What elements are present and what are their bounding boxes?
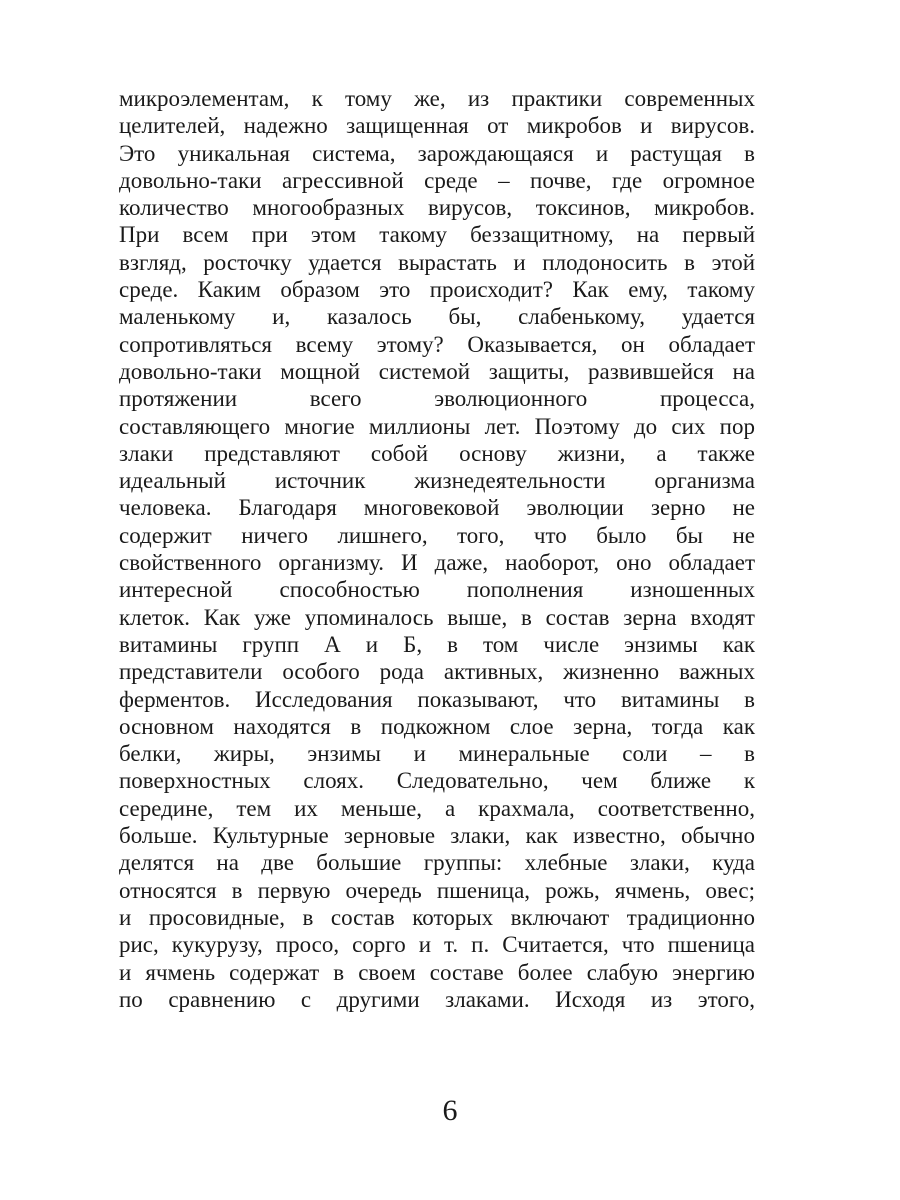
text-line: довольно-таки агрессивной среде – почве, где огромное	[119, 167, 755, 193]
body-text	[119, 85, 755, 1013]
text-line: среде. Каким образом это происходит? Как ему, такому	[119, 277, 755, 303]
text-line: целителей, надежно защищенная от микробов и вирусов.	[119, 113, 755, 139]
text-line: делятся на две большие группы: хлебные злаки, куда	[119, 850, 755, 876]
text-line: по сравнению с другими злаками. Исходя из этого,	[119, 986, 755, 1012]
text-line: свойственного организму. И даже, наоборот, оно обладает	[119, 550, 755, 576]
text-line: человека. Благодаря многовековой эволюции зерно не	[119, 495, 755, 521]
text-line: маленькому и, казалось бы, слабенькому, удается	[119, 304, 755, 330]
text-line: ферментов. Исследования показывают, что витамины в	[119, 686, 755, 712]
text-line: идеальный источник жизнедеятельности организма	[119, 468, 755, 494]
text-line: интересной способностью пополнения изношенных	[119, 577, 755, 603]
text-line: представители особого рода активных, жизненно важных	[119, 659, 755, 685]
text-line: микроэлементам, к тому же, из практики современных	[119, 86, 755, 111]
text-line: белки, жиры, энзимы и минеральные соли – в	[119, 741, 755, 767]
text-line: злаки представляют собой основу жизни, а также	[119, 440, 755, 466]
text-line: довольно-таки мощной системой защиты, развившейся на	[119, 358, 755, 384]
page-number: 6	[442, 1094, 458, 1127]
text-line: и ячмень содержат в своем составе более слабую энергию	[119, 959, 755, 985]
text-line: взгляд, росточку удается вырастать и плодоносить в этой	[119, 249, 755, 275]
text-line: середине, тем их меньше, а крахмала, соответственно,	[119, 795, 755, 821]
text-line: поверхностных слоях. Следовательно, чем ближе к	[119, 768, 755, 794]
text-line: Это уникальная система, зарождающаяся и растущая в	[119, 140, 755, 166]
text-line: основном находятся в подкожном слое зерна, тогда как	[119, 713, 755, 739]
text-line: протяжении всего эволюционного процесса,	[119, 386, 755, 412]
text-line: витамины групп А и Б, в том числе энзимы как	[119, 631, 755, 657]
text-line: составляющего многие миллионы лет. Поэтому до сих пор	[119, 413, 755, 439]
text-line: больше. Культурные зерновые злаки, как известно, обычно	[119, 823, 755, 849]
text-line: содержит ничего лишнего, того, что было бы не	[119, 522, 755, 548]
text-line: сопротивляться всему этому? Оказывается, он обладает	[119, 331, 755, 357]
text-line: относятся в первую очередь пшеница, рожь, ячмень, овес;	[119, 877, 755, 903]
text-line: При всем при этом такому беззащитному, на первый	[119, 222, 755, 248]
text-line: клеток. Как уже упоминалось выше, в состав зерна входят	[119, 604, 755, 630]
text-line: и просовидные, в состав которых включают традиционно	[119, 904, 755, 930]
text-line: рис, кукурузу, просо, сорго и т. п. Считается, что пшеница	[119, 932, 755, 958]
text-line: количество многообразных вирусов, токсинов, микробов.	[119, 195, 755, 221]
